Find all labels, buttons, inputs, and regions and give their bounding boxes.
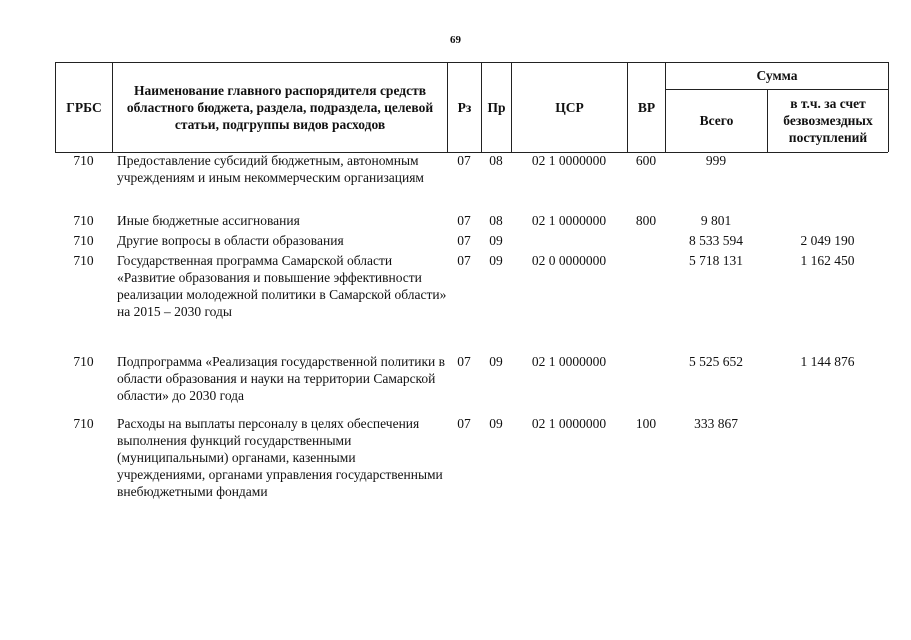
cell-pr: 08 <box>489 213 503 228</box>
cell-total: 8 533 594 <box>689 233 743 248</box>
cell-pr: 09 <box>489 233 503 248</box>
cell-rz: 07 <box>457 153 471 168</box>
header-total: Всего <box>665 89 767 152</box>
cell-total: 333 867 <box>694 416 738 431</box>
cell-grbs: 710 <box>73 233 94 248</box>
cell-pr: 09 <box>489 253 503 268</box>
cell-grbs: 710 <box>73 213 94 228</box>
cell-rz: 07 <box>457 354 471 369</box>
cell-name: Подпрограмма «Реализация государственной политики в области образования и науки на территории Самарской области» до 2030 года <box>117 354 446 403</box>
cell-pr: 08 <box>489 153 503 168</box>
header-rz: Рз <box>447 62 481 152</box>
header-vr: ВР <box>627 62 665 152</box>
cell-name: Иные бюджетные ассигнования <box>117 213 300 228</box>
cell-rz: 07 <box>457 253 471 268</box>
cell-grbs: 710 <box>73 153 94 168</box>
cell-grant: 2 049 190 <box>800 233 855 248</box>
cell-vr: 600 <box>635 153 657 168</box>
cell-csr: 02 1 0000000 <box>531 354 607 369</box>
cell-grbs: 710 <box>73 253 94 268</box>
cell-total: 9 801 <box>700 213 732 228</box>
cell-pr: 09 <box>489 416 503 431</box>
header-grbs: ГРБС <box>55 62 112 152</box>
cell-rz: 07 <box>457 416 471 431</box>
page-number: 69 <box>450 34 461 46</box>
cell-name: Расходы на выплаты персоналу в целях обеспечения выполнения функций государственными (муниципальными) органами, казенными учреждениями, органами управления государственными внебюджетными фондами <box>117 416 443 499</box>
cell-total: 999 <box>705 153 727 168</box>
cell-name: Государственная программа Самарской области «Развитие образования и повышение эффективности реализации молодежной политики в Самарской области» на 2015 – 2030 годы <box>117 253 447 319</box>
header-sum: Сумма <box>665 62 888 89</box>
header-right-border <box>888 62 889 152</box>
cell-rz: 07 <box>457 213 471 228</box>
cell-name: Другие вопросы в области образования <box>117 233 344 248</box>
cell-csr: 02 1 0000000 <box>531 213 607 228</box>
cell-grbs: 710 <box>73 354 94 369</box>
header-pr: Пр <box>481 62 511 152</box>
cell-pr: 09 <box>489 354 503 369</box>
cell-total: 5 525 652 <box>689 354 743 369</box>
cell-grant: 1 162 450 <box>800 253 855 268</box>
cell-csr: 02 1 0000000 <box>531 416 607 431</box>
cell-csr: 02 0 0000000 <box>531 253 607 268</box>
cell-grbs: 710 <box>73 416 94 431</box>
cell-vr: 100 <box>635 416 657 431</box>
cell-vr: 800 <box>635 213 657 228</box>
cell-grant: 1 144 876 <box>800 354 855 369</box>
cell-csr: 02 1 0000000 <box>531 153 607 168</box>
cell-total: 5 718 131 <box>689 253 743 268</box>
cell-rz: 07 <box>457 233 471 248</box>
header-grant: в т.ч. за счет безвозмездных поступлений <box>767 89 888 152</box>
cell-name: Предоставление субсидий бюджетным, автономным учреждениям и иным некоммерческим организациям <box>117 153 424 185</box>
header-csr: ЦСР <box>511 62 627 152</box>
header-name: Наименование главного распорядителя средств областного бюджета, раздела, подраздела, целевой статьи, подгруппы видов расходов <box>112 62 447 152</box>
